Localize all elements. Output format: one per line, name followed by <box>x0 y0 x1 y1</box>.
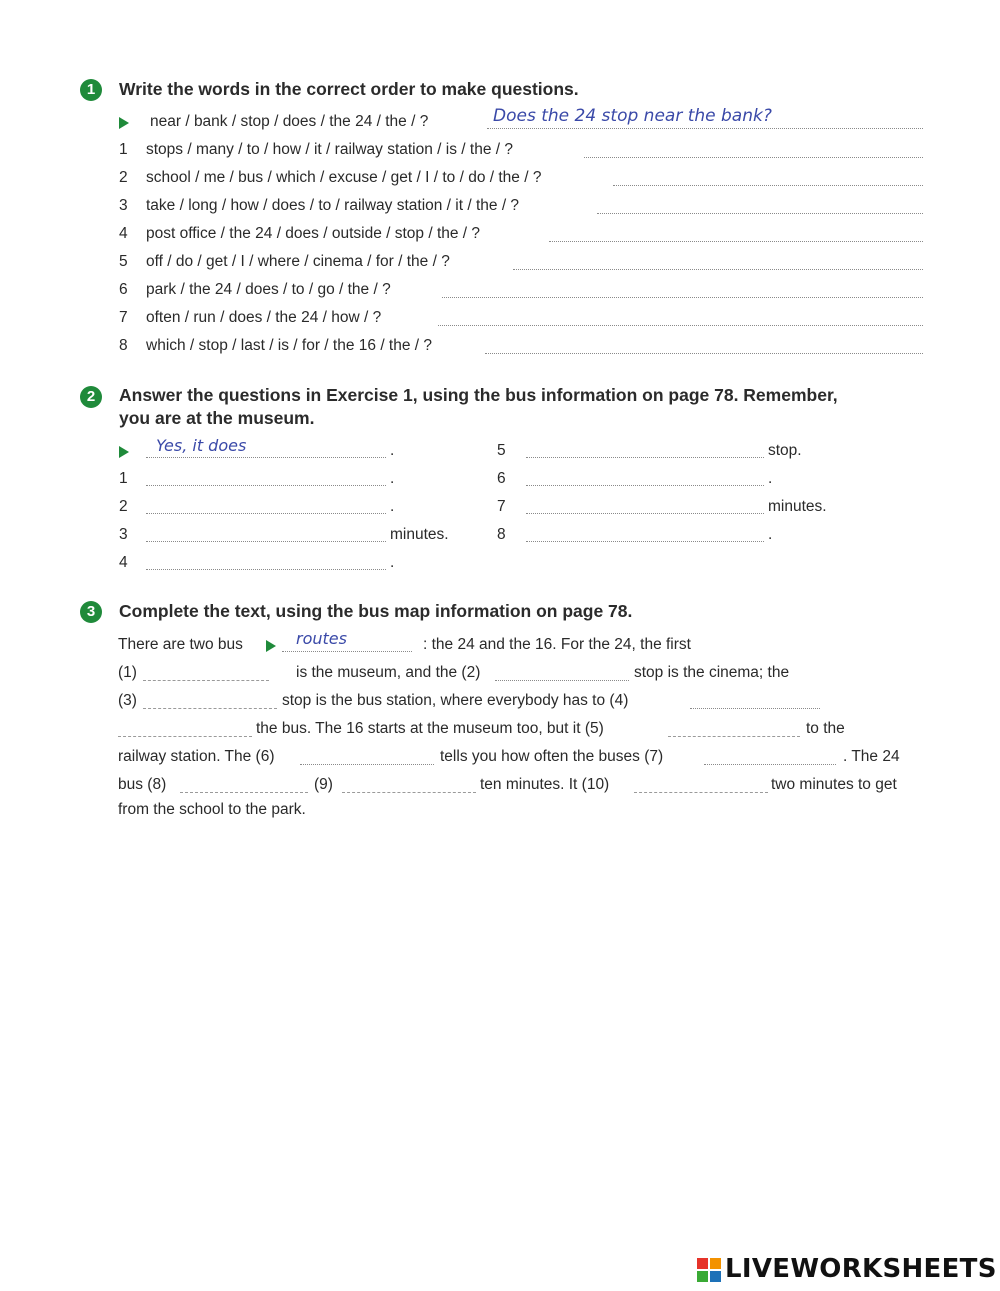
ex2-item-number: 8 <box>497 526 506 543</box>
ex3-text-segment: stop is the bus station, where everybody has to (4) <box>282 692 629 709</box>
logo-square <box>697 1271 708 1282</box>
ex3-text-segment: : the 24 and the 16. For the 24, the first <box>423 636 691 653</box>
logo-grid-icon <box>697 1258 721 1282</box>
ex1-item-prompt: stops / many / to / how / it / railway station / is / the / ? <box>146 141 513 158</box>
exercise-3-instruction: Complete the text, using the bus map information on page 78. <box>119 601 633 621</box>
ex2-example-answer-line <box>146 457 386 458</box>
ex2-item-number: 7 <box>497 498 506 515</box>
ex1-item-number: 6 <box>119 281 128 298</box>
ex1-item-prompt: take / long / how / does / to / railway station / it / the / ? <box>146 197 520 214</box>
ex2-item-number: 6 <box>497 470 506 487</box>
ex3-gap-1[interactable] <box>143 680 269 681</box>
ex1-example-answer: Does the 24 stop near the bank? <box>493 106 772 126</box>
exercise-1-instruction: Write the words in the correct order to make questions. <box>119 79 579 99</box>
ex1-answer-line[interactable] <box>584 157 923 158</box>
ex2-answer-line[interactable] <box>526 485 764 486</box>
ex3-text-segment: to the <box>806 720 845 737</box>
ex2-item-number: 5 <box>497 442 506 459</box>
ex2-item-number: 3 <box>119 526 128 543</box>
ex2-item-suffix: stop. <box>768 442 802 459</box>
ex3-text-segment: from the school to the park. <box>118 801 306 818</box>
ex3-gap-8[interactable] <box>180 792 308 793</box>
ex3-gap-6[interactable] <box>300 764 434 765</box>
ex2-answer-line[interactable] <box>146 569 386 570</box>
ex1-item-number: 8 <box>119 337 128 354</box>
ex1-answer-line[interactable] <box>613 185 923 186</box>
ex1-item-prompt: post office / the 24 / does / outside / stop / the / ? <box>146 225 481 242</box>
ex3-text-segment: There are two bus <box>118 636 243 653</box>
example-arrow-icon <box>119 117 129 129</box>
ex3-text-segment: railway station. The (6) <box>118 748 275 765</box>
ex1-answer-line[interactable] <box>438 325 923 326</box>
ex3-gap-7[interactable] <box>704 764 836 765</box>
exercise-3-number: 3 <box>80 601 102 623</box>
ex2-answer-line[interactable] <box>146 541 386 542</box>
ex1-item-number: 4 <box>119 225 128 242</box>
ex2-answer-line[interactable] <box>526 457 764 458</box>
ex3-text-segment: tells you how often the buses (7) <box>440 748 664 765</box>
ex3-gap-5[interactable] <box>668 736 800 737</box>
ex1-item-number: 7 <box>119 309 128 326</box>
ex3-text-segment: two minutes to get <box>771 776 897 793</box>
ex3-text-segment: is the museum, and the (2) <box>296 664 481 681</box>
ex3-gap-4-continued[interactable] <box>118 736 252 737</box>
ex2-item-suffix: . <box>390 498 395 515</box>
ex3-example-answer: routes <box>296 629 347 648</box>
ex2-item-number: 2 <box>119 498 128 515</box>
ex3-gap-2[interactable] <box>495 680 629 681</box>
exercise-2-instruction-line1: Answer the questions in Exercise 1, using the bus information on page 78. Remember, <box>119 385 838 405</box>
ex2-item-suffix: . <box>768 526 773 543</box>
exercise-2-number: 2 <box>80 386 102 408</box>
ex1-item-number: 3 <box>119 197 128 214</box>
ex1-item-number: 5 <box>119 253 128 270</box>
example-arrow-icon <box>119 446 129 458</box>
exercise-2-instruction-line2: you are at the museum. <box>119 408 315 428</box>
ex1-item-prompt: school / me / bus / which / excuse / get / I / to / do / the / ? <box>146 169 542 186</box>
ex1-item-number: 2 <box>119 169 128 186</box>
ex2-item-suffix: . <box>390 470 395 487</box>
ex1-answer-line[interactable] <box>513 269 923 270</box>
ex3-text-segment: ten minutes. It (10) <box>480 776 610 793</box>
ex2-item-suffix: . <box>768 470 773 487</box>
logo-square <box>710 1258 721 1269</box>
example-arrow-icon <box>266 640 276 652</box>
ex1-item-prompt: which / stop / last / is / for / the 16 / the / ? <box>146 337 433 354</box>
logo-square <box>710 1271 721 1282</box>
ex3-text-segment: the bus. The 16 starts at the museum too, but it (5) <box>256 720 604 737</box>
ex2-answer-line[interactable] <box>146 485 386 486</box>
ex1-answer-line[interactable] <box>549 241 923 242</box>
ex2-example-suffix: . <box>390 442 395 459</box>
ex1-example-answer-line <box>487 128 923 129</box>
ex3-text-segment: . The 24 <box>843 748 900 765</box>
exercise-1-number: 1 <box>80 79 102 101</box>
ex3-example-line <box>282 651 412 652</box>
ex3-gap-10[interactable] <box>634 792 768 793</box>
ex3-text-segment: stop is the cinema; the <box>634 664 790 681</box>
ex1-item-prompt: off / do / get / I / where / cinema / for / the / ? <box>146 253 450 270</box>
ex3-text-segment: (9) <box>314 776 333 793</box>
ex1-answer-line[interactable] <box>485 353 923 354</box>
ex2-item-suffix: minutes. <box>768 498 827 515</box>
ex2-item-suffix: minutes. <box>390 526 449 543</box>
ex3-text-segment: bus (8) <box>118 776 167 793</box>
ex3-text-segment: (3) <box>118 692 137 709</box>
ex1-answer-line[interactable] <box>597 213 923 214</box>
ex1-item-prompt: often / run / does / the 24 / how / ? <box>146 309 382 326</box>
ex3-gap-3[interactable] <box>143 708 277 709</box>
ex3-gap-9[interactable] <box>342 792 476 793</box>
ex1-answer-line[interactable] <box>442 297 923 298</box>
ex2-answer-line[interactable] <box>146 513 386 514</box>
logo-square <box>697 1258 708 1269</box>
ex1-example-prompt: near / bank / stop / does / the 24 / the / ? <box>150 113 429 130</box>
logo-text: LIVEWORKSHEETS <box>725 1254 997 1284</box>
ex2-item-number: 1 <box>119 470 128 487</box>
ex2-item-number: 4 <box>119 554 128 571</box>
ex3-gap-4[interactable] <box>690 708 820 709</box>
ex3-text-segment: (1) <box>118 664 137 681</box>
ex2-example-answer: Yes, it does <box>156 436 247 455</box>
ex1-item-prompt: park / the 24 / does / to / go / the / ? <box>146 281 391 298</box>
ex2-item-suffix: . <box>390 554 395 571</box>
ex2-answer-line[interactable] <box>526 541 764 542</box>
ex1-item-number: 1 <box>119 141 128 158</box>
ex2-answer-line[interactable] <box>526 513 764 514</box>
